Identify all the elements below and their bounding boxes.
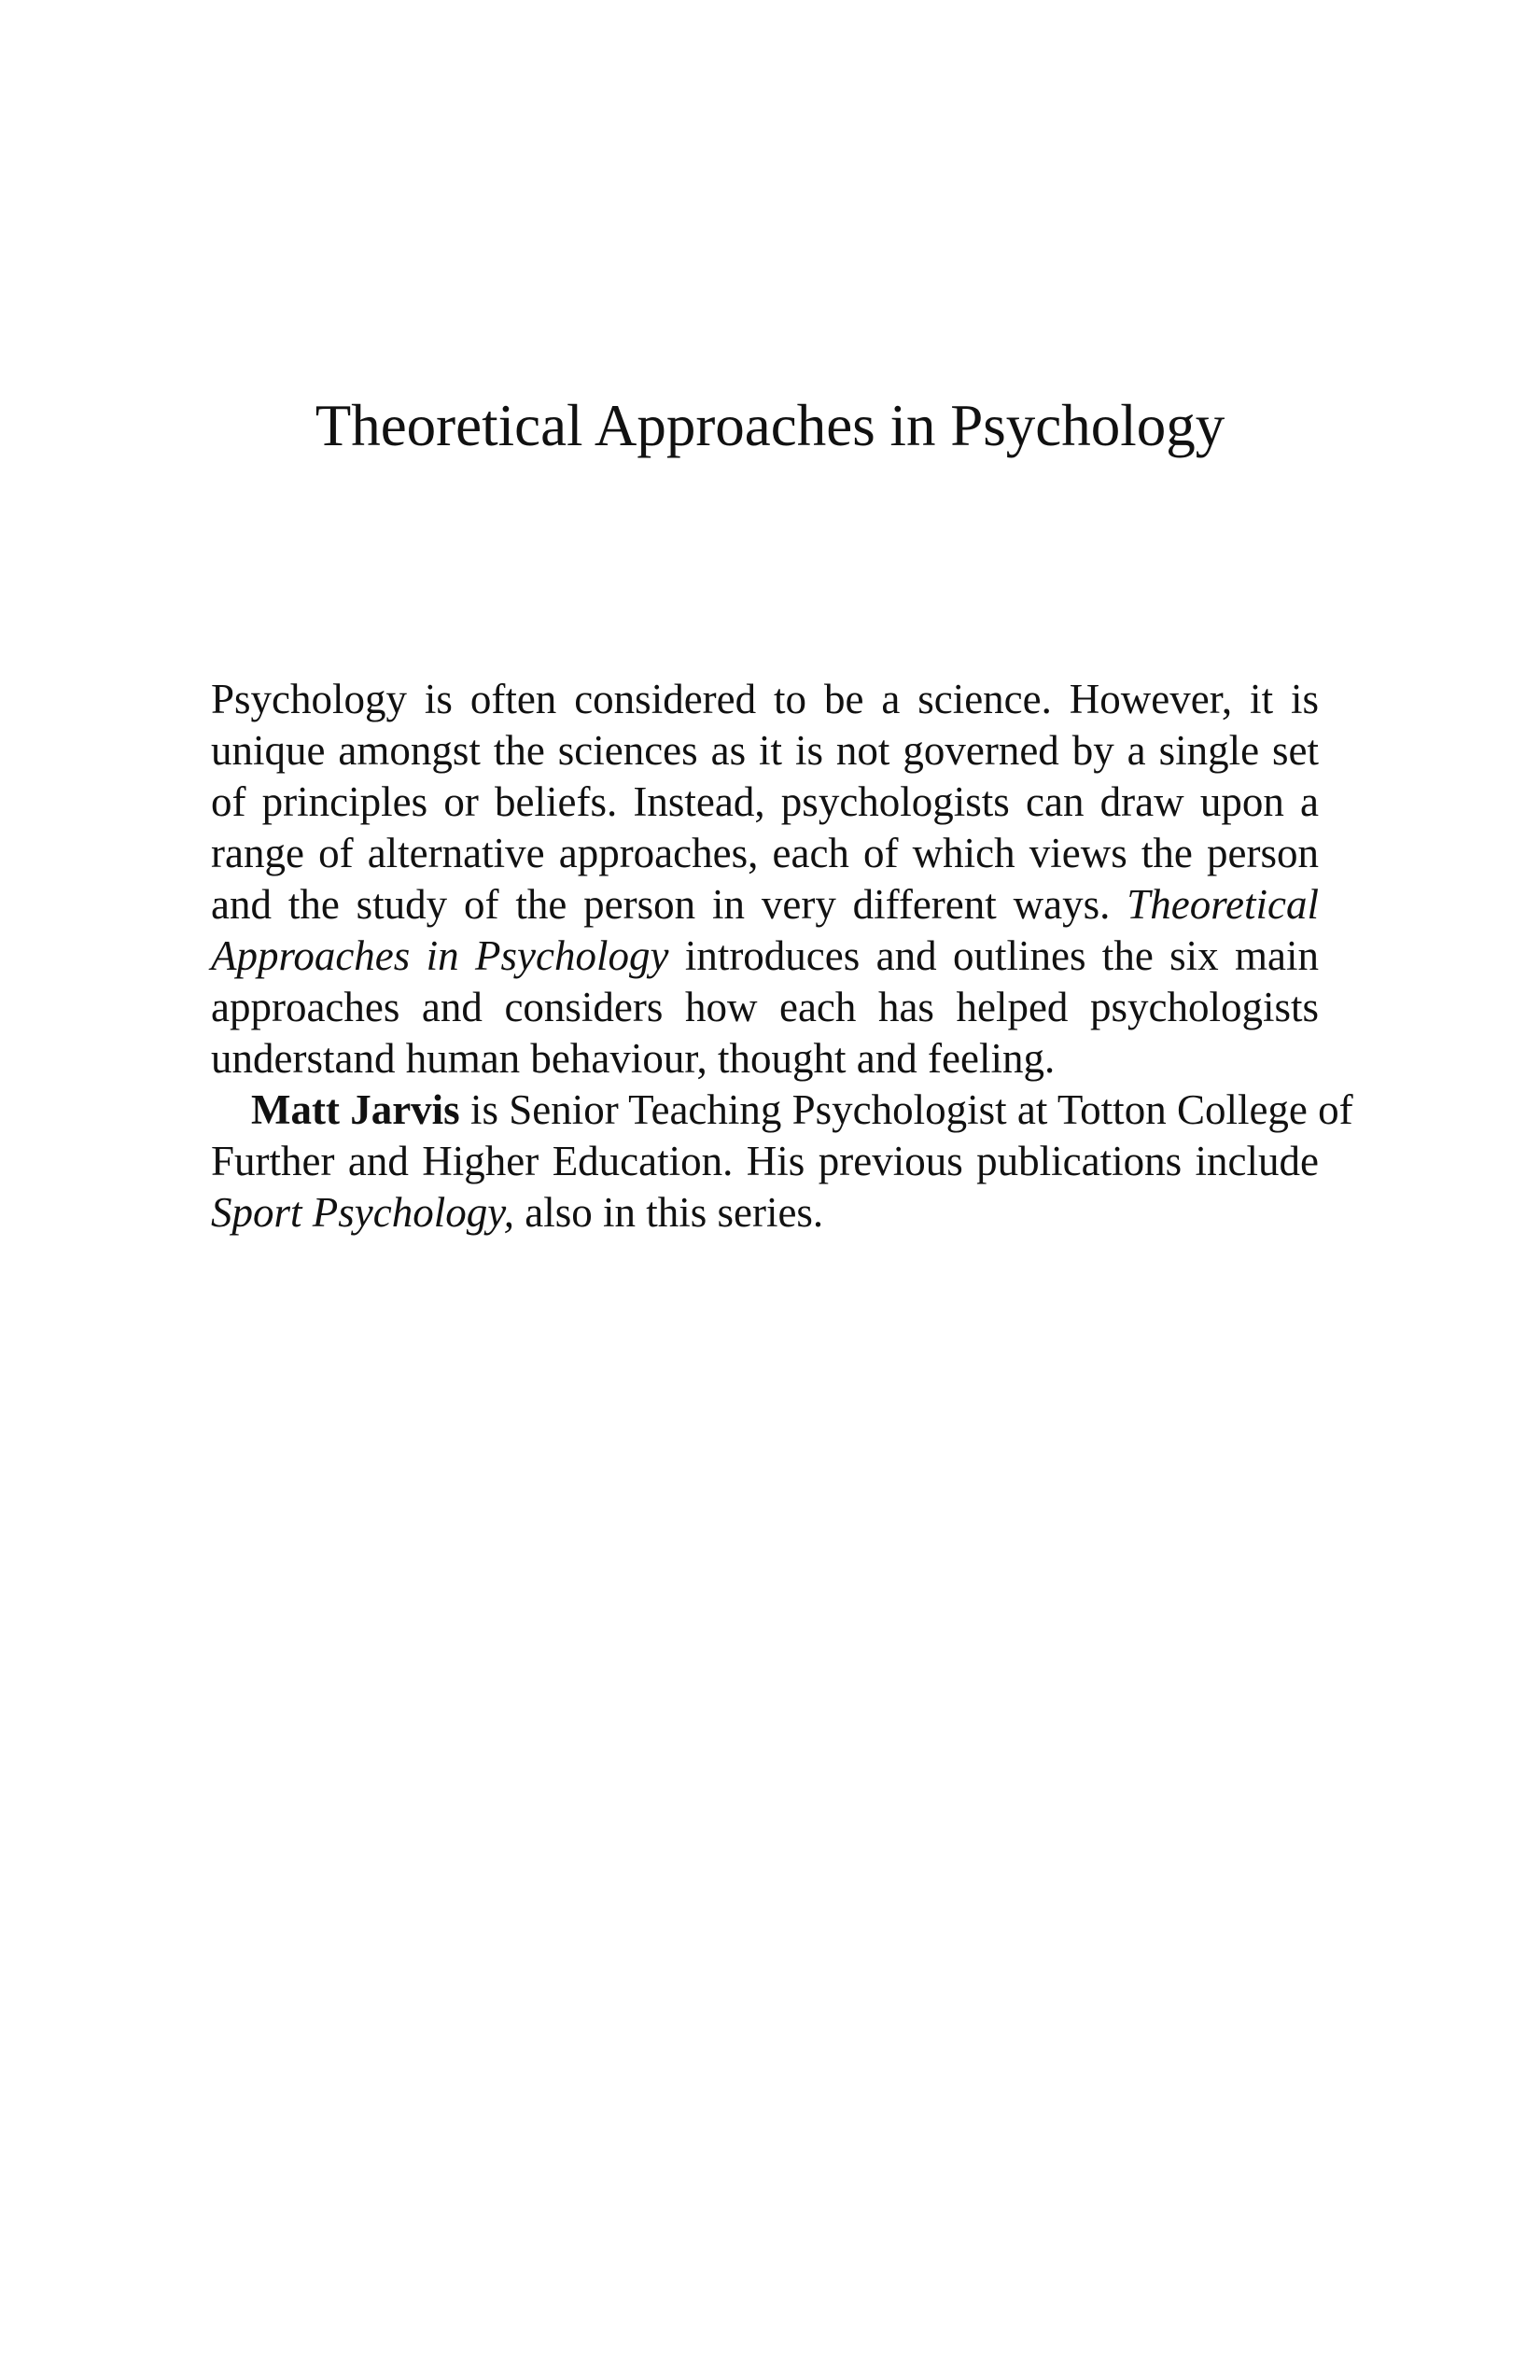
text-line: unique amongst the sciences as it is not governed by a single set [211,727,1319,774]
text-line: Further and Higher Education. His previous publications include [211,1138,1319,1184]
page-title: Theoretical Approaches in Psychology [315,393,1225,458]
text-line: range of alternative approaches, each of which views the person [211,830,1319,876]
italic-book-title: Sport Psychology, [211,1189,514,1236]
text-segment: introduces and outlines the six main [684,932,1320,979]
text-segment: is Senior Teaching Psychologist at Totton College of [469,1086,1353,1133]
text-line [211,1085,1353,1136]
author-name: Matt Jarvis [251,1086,460,1133]
text-segment: and the study of the person in very different ways. [211,881,1111,928]
blurb-text [211,674,1353,1239]
text-line: understand human behaviour, thought and feeling. [211,1035,1056,1082]
italic-book-title: Approaches in Psychology [211,932,669,979]
text-segment: also in this series. [525,1189,824,1236]
text-line: of principles or beliefs. Instead, psychologists can draw upon a [211,778,1319,825]
text-line: Psychology is often considered to be a science. However, it is [211,676,1319,722]
italic-book-title: Theoretical [1127,881,1320,928]
text-line [211,931,1319,982]
text-line: approaches and considers how each has helped psychologists [211,984,1319,1030]
text-line [211,1187,1319,1239]
text-line [211,879,1319,931]
